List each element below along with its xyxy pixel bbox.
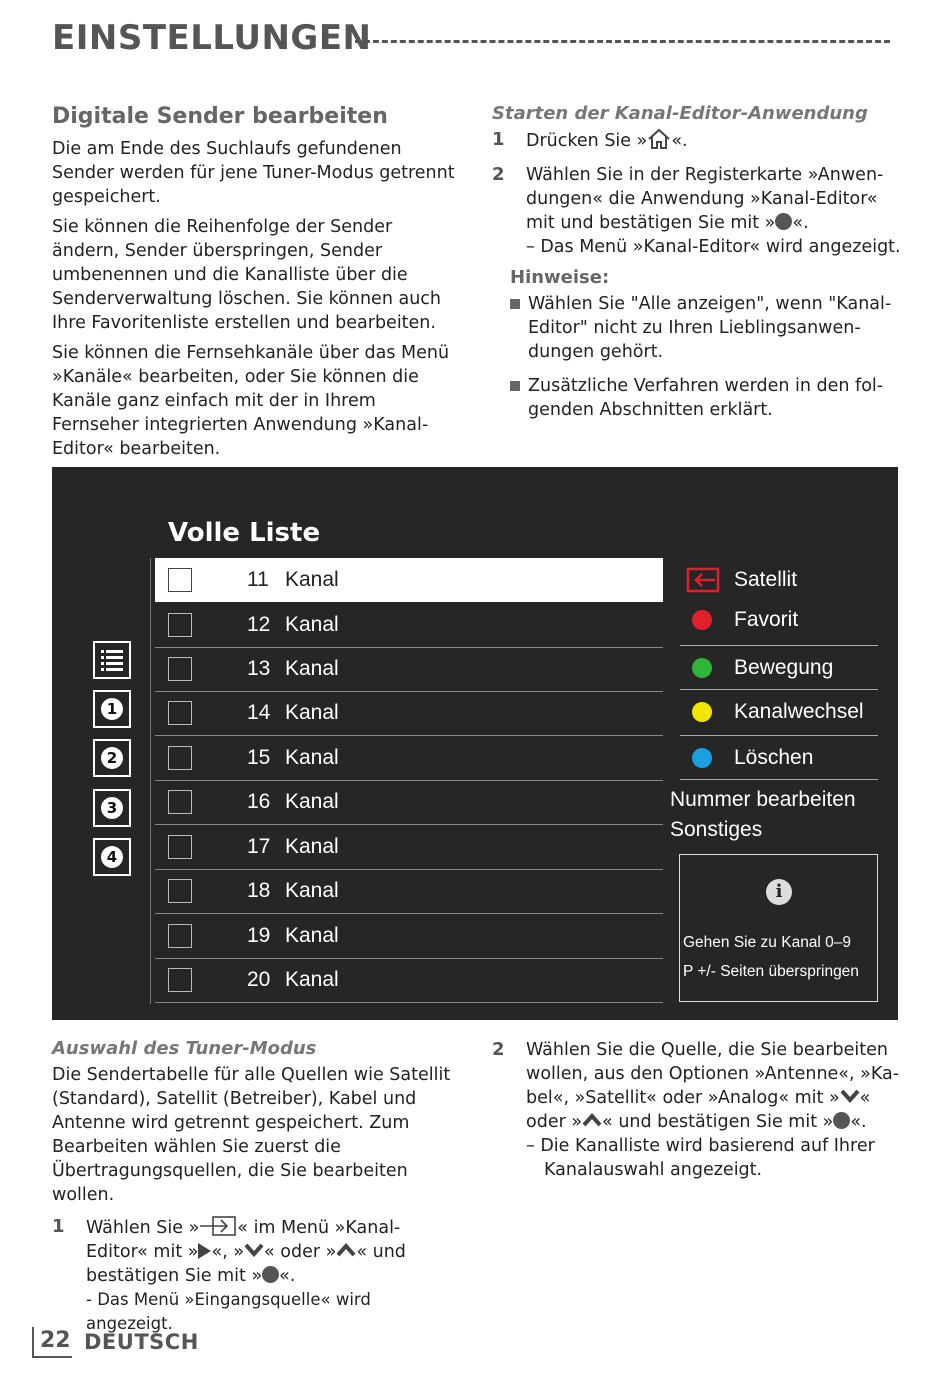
yellow-button-icon: [692, 702, 712, 722]
checkbox[interactable]: [168, 968, 192, 992]
channel-list-title: Volle Liste: [168, 518, 321, 548]
option-label: Löschen: [734, 746, 814, 769]
option-bewegung[interactable]: [680, 646, 878, 690]
info-box: [679, 854, 878, 1002]
number-2-icon[interactable]: 2: [93, 739, 131, 777]
section-digital-channels: [52, 104, 457, 467]
number-1-icon[interactable]: 1: [93, 690, 131, 728]
footer-language: DEUTSCH: [84, 1330, 199, 1354]
step-number: 2: [492, 1039, 505, 1060]
section-tuner-mode: [52, 1038, 460, 1336]
checkbox[interactable]: [168, 924, 192, 948]
ok-button-icon: [775, 213, 792, 230]
channel-row[interactable]: [155, 736, 663, 781]
channel-name: Kanal: [285, 790, 339, 813]
step-text: «.: [671, 131, 688, 151]
channel-name: Kanal: [285, 657, 339, 680]
option-loeschen[interactable]: [680, 736, 878, 780]
note-text: Wählen Sie "Alle anzeigen", wenn "Kanal-Editor" nicht zu Ihren Lieblingsanwendungen gehört.: [528, 294, 892, 362]
ok-button-icon: [262, 1266, 279, 1283]
option-sonstiges[interactable]: Sonstiges: [670, 818, 763, 841]
paragraph: Die Sendertabelle für alle Quellen wie Satellit (Standard), Satellit (Betreiber), Kabel und Antenne wird getrennt gespeichert. Zum Bearbeiten wählen Sie zuerst die Übertragungsquellen, die Sie bearbeiten wollen.: [52, 1065, 451, 1205]
channel-number: 16: [247, 790, 271, 813]
page-number: 22: [40, 1328, 71, 1353]
section-heading: Digitale Sender bearbeiten: [52, 104, 388, 129]
arrow-up-icon: [336, 1242, 356, 1262]
red-button-icon: [692, 610, 712, 630]
channel-row[interactable]: [155, 780, 663, 825]
page-title: EINSTELLUNGEN: [52, 18, 372, 58]
info-text: P +/- Seiten überspringen: [683, 963, 859, 980]
checkbox[interactable]: [168, 879, 192, 903]
blue-button-icon: [692, 748, 712, 768]
option-kanalwechsel[interactable]: [680, 690, 878, 734]
section-body: [52, 137, 457, 461]
number-3-icon[interactable]: 3: [93, 789, 131, 827]
number-4-icon[interactable]: 4: [93, 838, 131, 876]
channel-number: 20: [247, 968, 271, 991]
channel-row[interactable]: [155, 869, 663, 914]
subheading: Auswahl des Tuner-Modus: [52, 1038, 317, 1059]
option-label: Satellit: [734, 568, 798, 591]
info-icon: i: [766, 879, 792, 905]
channel-row[interactable]: [155, 914, 663, 959]
checkbox[interactable]: [168, 701, 192, 725]
channel-name: Kanal: [285, 568, 339, 591]
channel-row[interactable]: [155, 691, 663, 736]
channel-name: Kanal: [285, 701, 339, 724]
subheading: Starten der Kanal-Editor-Anwendung: [492, 103, 868, 124]
section-start-editor: [492, 103, 902, 422]
arrow-right-icon: [198, 1243, 211, 1259]
step-result: – Die Kanalliste wird basierend auf Ihrer Kanalauswahl angezeigt.: [526, 1136, 875, 1180]
note-item: [510, 292, 902, 364]
step-text: «.: [792, 213, 809, 233]
channel-number: 17: [247, 835, 271, 858]
step-number: 1: [492, 129, 505, 150]
green-button-icon: [692, 658, 712, 678]
step-text: Wählen Sie in der Registerkarte »Anwendungen« die Anwendung »Kanal-Editor« mit und bestätigen Sie mit »: [526, 165, 884, 233]
home-icon: [647, 131, 671, 151]
channel-row[interactable]: [155, 647, 663, 692]
channel-name: Kanal: [285, 835, 339, 858]
option-favorit[interactable]: [680, 598, 878, 642]
channel-row[interactable]: [155, 558, 663, 602]
channel-name: Kanal: [285, 924, 339, 947]
step-result: - Das Menü »Eingangsquelle« wird angezeigt.: [86, 1290, 371, 1333]
notes-label: Hinweise:: [510, 267, 610, 288]
step-1: 1 Wählen Sie » « im Menü »Kanal-Editor« mit » «, » « oder » « und bestätigen Sie mit » «. - Das Menü »Eingangsquelle« wird angezeigt.: [52, 1215, 460, 1336]
channel-number: 11: [247, 568, 269, 591]
option-satellit[interactable]: [680, 558, 878, 602]
step-result: – Das Menü »Kanal-Editor« wird angezeigt.: [526, 237, 901, 257]
option-label: Favorit: [734, 608, 799, 631]
channel-row[interactable]: [155, 825, 663, 870]
option-label: Kanalwechsel: [734, 700, 864, 723]
note-text: Zusätzliche Verfahren werden in den folgenden Abschnitten erklärt.: [528, 376, 884, 420]
paragraph: Sie können die Fernsehkanäle über das Menü »Kanäle« bearbeiten, oder Sie können die Kanäle ganz einfach mit der in Ihrem Fernseher integrierten Anwendung »Kanal-Editor« bearbeiten.: [52, 343, 450, 459]
channel-name: Kanal: [285, 968, 339, 991]
channel-name: Kanal: [285, 746, 339, 769]
bullet-icon: [510, 299, 520, 309]
arrow-up-icon: [582, 1112, 602, 1132]
ok-button-icon: [833, 1112, 850, 1129]
paragraph: Die am Ende des Suchlaufs gefundenen Sender werden für jene Tuner-Modus getrennt gespeichert.: [52, 139, 455, 207]
step-2: 2 Wählen Sie die Quelle, die Sie bearbeiten wollen, aus den Optionen »Antenne«, »Kabel«, »Satellit« oder »Analog« mit » « oder » « und bestätigen Sie mit » «. – Die Kanalliste wird basierend auf Ihrer Kanalauswahl angezeigt.: [492, 1038, 902, 1182]
arrow-down-icon: [244, 1242, 264, 1262]
footer-rule: [32, 1327, 34, 1357]
input-source-icon: [199, 1218, 237, 1238]
note-item: [510, 374, 902, 422]
step-number: 1: [52, 1216, 65, 1237]
checkbox[interactable]: [168, 568, 192, 592]
input-source-icon: [686, 567, 720, 599]
paragraph: Sie können die Reihenfolge der Sender ändern, Sender überspringen, Sender umbenennen und die Kanalliste über die Senderverwaltung löschen. Sie können auch Ihre Favoritenliste erstellen und bearbeiten.: [52, 217, 441, 333]
bullet-icon: [510, 381, 520, 391]
title-rule: [355, 40, 890, 43]
arrow-down-icon: [840, 1088, 860, 1108]
channel-number: 12: [247, 613, 271, 636]
checkbox[interactable]: [168, 613, 192, 637]
channel-number: 15: [247, 746, 271, 769]
option-nummer-bearbeiten[interactable]: Nummer bearbeiten: [670, 788, 856, 811]
channel-number: 13: [247, 657, 271, 680]
checkbox[interactable]: [168, 835, 192, 859]
step-2: [492, 163, 902, 259]
divider: [680, 779, 878, 780]
channel-name: Kanal: [285, 613, 339, 636]
step-1: [492, 128, 902, 153]
list-divider: [150, 558, 151, 1004]
list-icon[interactable]: [93, 641, 131, 679]
checkbox[interactable]: [168, 746, 192, 770]
section-step-2: [492, 1038, 902, 1182]
channel-row[interactable]: [155, 958, 663, 1003]
channel-number: 18: [247, 879, 271, 902]
channel-name: Kanal: [285, 879, 339, 902]
footer-rule: [32, 1356, 72, 1358]
step-number: 2: [492, 164, 505, 185]
step-text: Drücken Sie »: [526, 131, 648, 151]
option-label: Bewegung: [734, 656, 834, 679]
checkbox[interactable]: [168, 657, 192, 681]
channel-number: 19: [247, 924, 271, 947]
channel-number: 14: [247, 701, 271, 724]
checkbox[interactable]: [168, 790, 192, 814]
channel-row[interactable]: [155, 603, 663, 648]
info-text: Gehen Sie zu Kanal 0–9: [683, 934, 852, 951]
